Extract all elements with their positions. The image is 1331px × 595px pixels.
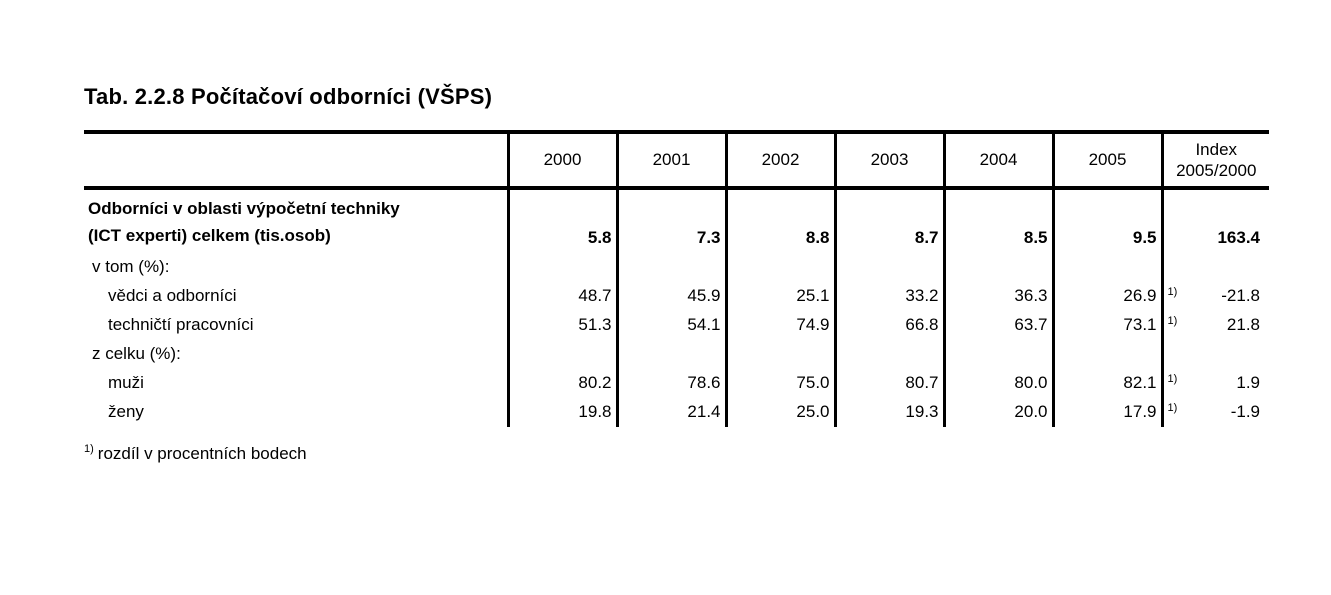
value-cell: 36.3	[944, 282, 1053, 311]
value-cell: 26.9	[1053, 282, 1162, 311]
value-cell: 25.0	[726, 398, 835, 427]
footnote-marker: 1)	[84, 443, 94, 456]
table-row	[84, 311, 1269, 340]
row-label: techničtí pracovníci	[108, 315, 254, 335]
value-cell: 5.8	[508, 188, 617, 253]
value-cell: 8.8	[726, 188, 835, 253]
row-label: z celku (%):	[92, 344, 181, 364]
table-row-group	[84, 340, 1269, 369]
index-cell	[1162, 188, 1269, 253]
year-header-2000: 2000	[508, 132, 617, 188]
value-cell: 48.7	[508, 282, 617, 311]
value-cell: 75.0	[726, 369, 835, 398]
value-cell	[835, 340, 944, 369]
index-cell	[1162, 311, 1269, 340]
header-row	[84, 132, 1269, 188]
footnote-marker: 1)	[1167, 373, 1178, 385]
row-label: muži	[108, 373, 144, 393]
value-cell: 17.9	[1053, 398, 1162, 427]
value-cell	[1053, 253, 1162, 282]
table-row	[84, 369, 1269, 398]
index-cell	[1162, 340, 1269, 369]
value-cell	[508, 340, 617, 369]
value-cell	[835, 253, 944, 282]
value-cell: 19.3	[835, 398, 944, 427]
value-cell: 21.4	[617, 398, 726, 427]
index-value: 21.8	[1226, 315, 1260, 335]
footnote-text: rozdíl v procentních bodech	[97, 444, 307, 463]
index-cell	[1162, 282, 1269, 311]
year-header-2004: 2004	[944, 132, 1053, 188]
table-row	[84, 282, 1269, 311]
value-cell	[1053, 340, 1162, 369]
value-cell	[508, 253, 617, 282]
index-value: -1.9	[1230, 402, 1260, 422]
value-cell: 82.1	[1053, 369, 1162, 398]
value-cell	[617, 253, 726, 282]
value-cell	[944, 253, 1053, 282]
row-label-line1: Odborníci v oblasti výpočetní techniky	[88, 198, 400, 218]
value-cell: 80.7	[835, 369, 944, 398]
value-cell	[726, 340, 835, 369]
footnote	[84, 444, 307, 464]
footnote-marker: 1)	[1167, 402, 1178, 414]
index-header-line1: Index	[1195, 139, 1238, 159]
value-cell: 51.3	[508, 311, 617, 340]
table-title: Tab. 2.2.8 Počítačoví odborníci (VŠPS)	[84, 84, 493, 109]
header-empty-cell	[84, 132, 508, 188]
index-value: 163.4	[1217, 227, 1260, 247]
year-header-2005: 2005	[1053, 132, 1162, 188]
table-row	[84, 398, 1269, 427]
value-cell: 73.1	[1053, 311, 1162, 340]
footnote-marker: 1)	[1167, 286, 1178, 298]
value-cell: 25.1	[726, 282, 835, 311]
value-cell: 78.6	[617, 369, 726, 398]
value-cell: 8.7	[835, 188, 944, 253]
year-header-2002: 2002	[726, 132, 835, 188]
row-label: v tom (%):	[92, 257, 170, 277]
row-label: ženy	[108, 402, 144, 422]
value-cell	[726, 253, 835, 282]
value-cell	[617, 340, 726, 369]
statistics-table	[84, 130, 1269, 427]
year-header-2003: 2003	[835, 132, 944, 188]
value-cell: 8.5	[944, 188, 1053, 253]
value-cell: 33.2	[835, 282, 944, 311]
value-cell: 45.9	[617, 282, 726, 311]
row-label	[84, 188, 508, 253]
row-label: vědci a odborníci	[108, 286, 237, 306]
value-cell: 80.2	[508, 369, 617, 398]
value-cell: 19.8	[508, 398, 617, 427]
value-cell: 74.9	[726, 311, 835, 340]
index-cell	[1162, 398, 1269, 427]
table-row-total	[84, 188, 1269, 253]
index-cell	[1162, 253, 1269, 282]
value-cell: 20.0	[944, 398, 1053, 427]
index-cell	[1162, 369, 1269, 398]
row-label-line2: (ICT experti) celkem (tis.osob)	[88, 225, 331, 245]
index-value: -21.8	[1221, 286, 1260, 306]
index-header-line2: 2005/2000	[1176, 161, 1257, 180]
value-cell: 80.0	[944, 369, 1053, 398]
value-cell: 54.1	[617, 311, 726, 340]
footnote-marker: 1)	[1167, 315, 1178, 327]
table-row-group	[84, 253, 1269, 282]
index-header	[1162, 132, 1269, 188]
value-cell	[944, 340, 1053, 369]
value-cell: 9.5	[1053, 188, 1162, 253]
value-cell: 63.7	[944, 311, 1053, 340]
value-cell: 7.3	[617, 188, 726, 253]
value-cell: 66.8	[835, 311, 944, 340]
index-value: 1.9	[1236, 373, 1260, 393]
year-header-2001: 2001	[617, 132, 726, 188]
